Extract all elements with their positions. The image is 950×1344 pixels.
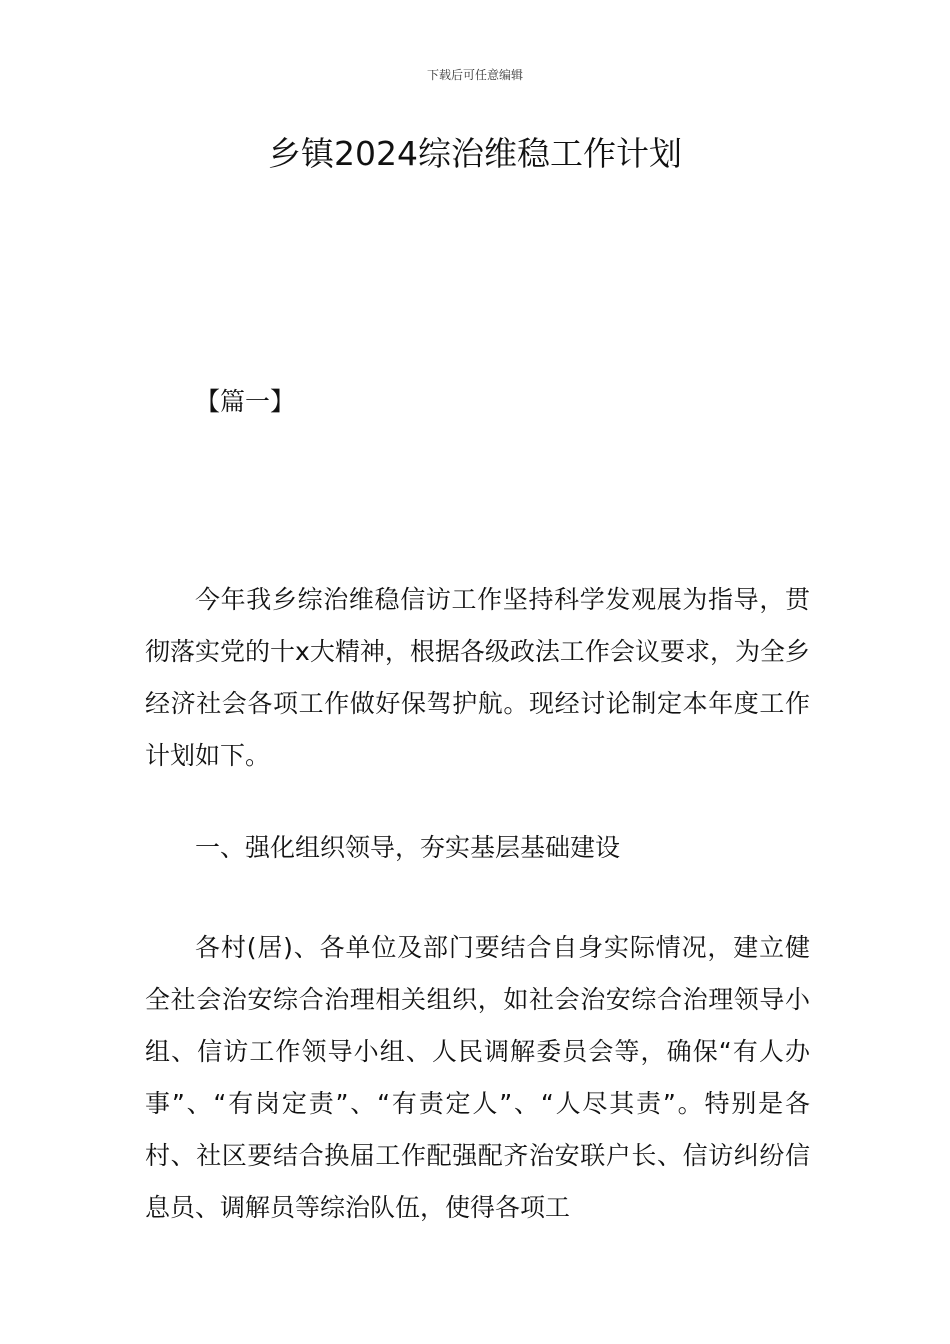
document-title: 乡镇2024综治维稳工作计划: [268, 134, 682, 173]
section-tag: 【篇一】: [195, 387, 296, 416]
download-note: 下载后可任意编辑: [426, 68, 523, 82]
body-paragraph-1: 各村(居)、各单位及部门要结合自身实际情况，建立健全社会治安综合治理相关组织，如社会治安综合治理领导小组、信访工作领导小组、人民调解委员会等，确保“有人办事”、“有岗定责”、“有责定人”、“人尽其责”。特别是各村、社区要结合换届工作配强配齐治安联户长、信访纠纷信息员、调解员等综治队伍，使得各项工: [145, 933, 810, 1222]
intro-paragraph: 今年我乡综治维稳信访工作坚持科学发观展为指导，贯彻落实党的十x大精神，根据各级政法工作会议要求，为全乡经济社会各项工作做好保驾护航。现经讨论制定本年度工作计划如下。: [145, 585, 810, 770]
section-heading-1: 一、强化组织领导，夯实基层基础建设: [195, 833, 621, 862]
